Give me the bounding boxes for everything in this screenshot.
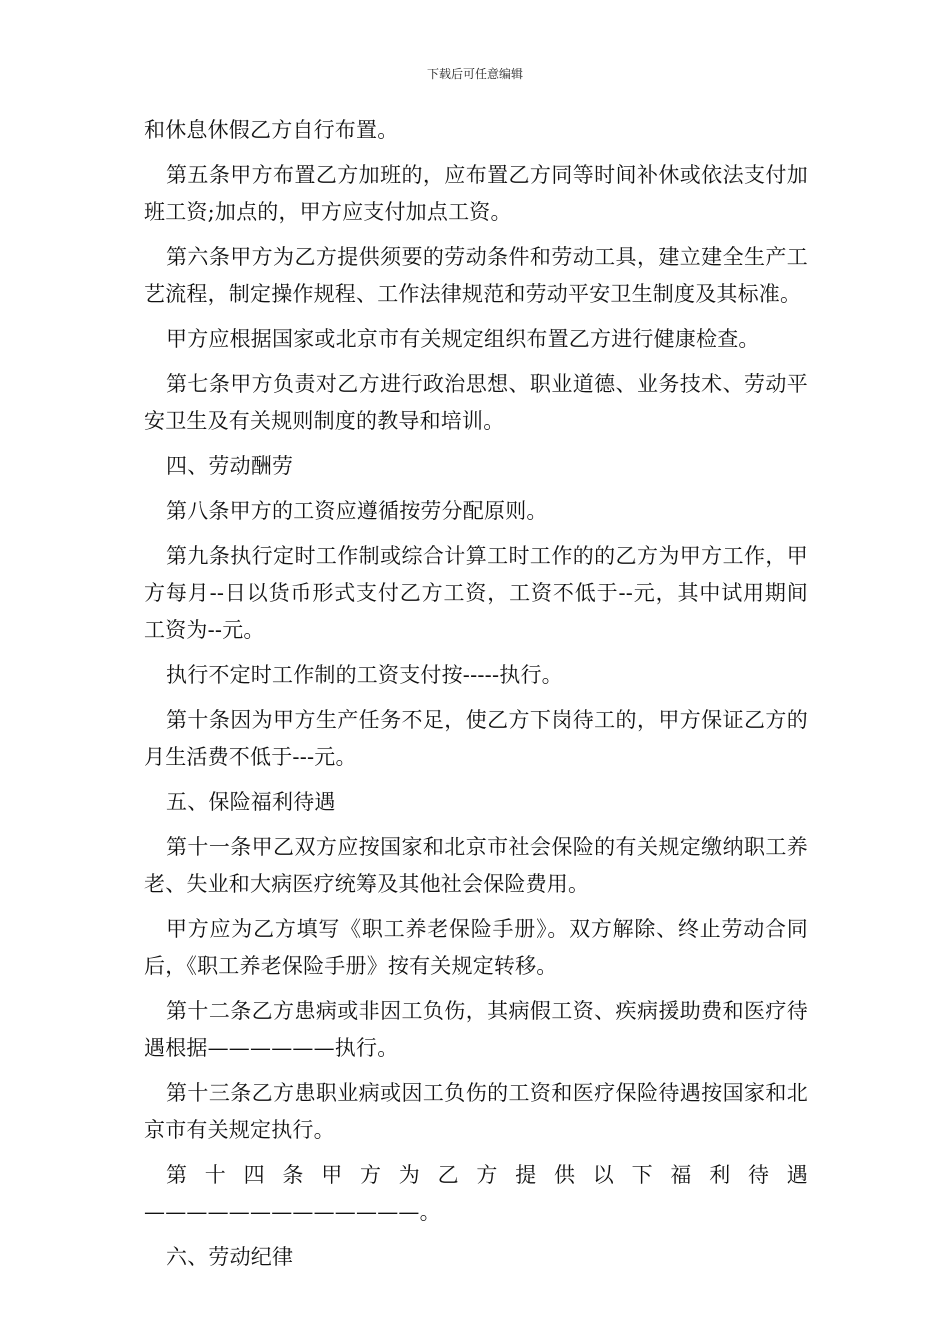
- paragraph: 和休息休假乙方自行布置。: [144, 118, 399, 142]
- paragraph: 第五条甲方布置乙方加班的，应布置乙方同等时间补休或依法支付加班工资;加点的，甲方应支付加点工资。: [144, 163, 808, 224]
- paragraph: 第十三条乙方患职业病或因工负伤的工资和医疗保险待遇按国家和北京市有关规定执行。: [144, 1081, 808, 1142]
- paragraph: 第九条执行定时工作制或综合计算工时工作的的乙方为甲方工作，甲方每月--日以货币形式支付乙方工资，工资不低于--元，其中试用期间工资为--元。: [144, 544, 808, 642]
- page-header-note: 下载后可任意编辑: [426, 67, 523, 81]
- paragraph: 第十一条甲乙双方应按国家和北京市社会保险的有关规定缴纳职工养老、失业和大病医疗统筹及其他社会保险费用。: [144, 835, 808, 896]
- paragraph: 第十条因为甲方生产任务不足，使乙方下岗待工的，甲方保证乙方的月生活费不低于---元。: [144, 708, 808, 769]
- paragraph: 甲方应根据国家或北京市有关规定组织布置乙方进行健康检查。: [166, 327, 760, 351]
- document-body: [144, 112, 808, 1284]
- paragraph: 第十二条乙方患病或非因工负伤，其病假工资、疾病援助费和医疗待遇根据——————执行。: [144, 999, 808, 1060]
- section-heading: 六、劳动纪律: [166, 1245, 294, 1269]
- section-heading: 五、保险福利待遇: [166, 790, 336, 814]
- paragraph: 第六条甲方为乙方提供须要的劳动条件和劳动工具，建立建全生产工艺流程，制定操作规程、工作法律规范和劳动平安卫生制度及其标准。: [144, 245, 808, 306]
- section-heading: 四、劳动酬劳: [166, 454, 294, 478]
- paragraph: 执行不定时工作制的工资支付按-----执行。: [166, 663, 563, 687]
- paragraph: 第七条甲方负责对乙方进行政治思想、职业道德、业务技术、劳动平安卫生及有关规则制度的教导和培训。: [144, 372, 808, 433]
- paragraph: 甲方应为乙方填写《职工养老保险手册》。双方解除、终止劳动合同后，《职工养老保险手册》按有关规定转移。: [144, 917, 808, 978]
- paragraph: 第八条甲方的工资应遵循按劳分配原则。: [166, 499, 548, 523]
- paragraph: 第十四条甲方为乙方提供以下福利待遇—————————————。: [144, 1163, 808, 1224]
